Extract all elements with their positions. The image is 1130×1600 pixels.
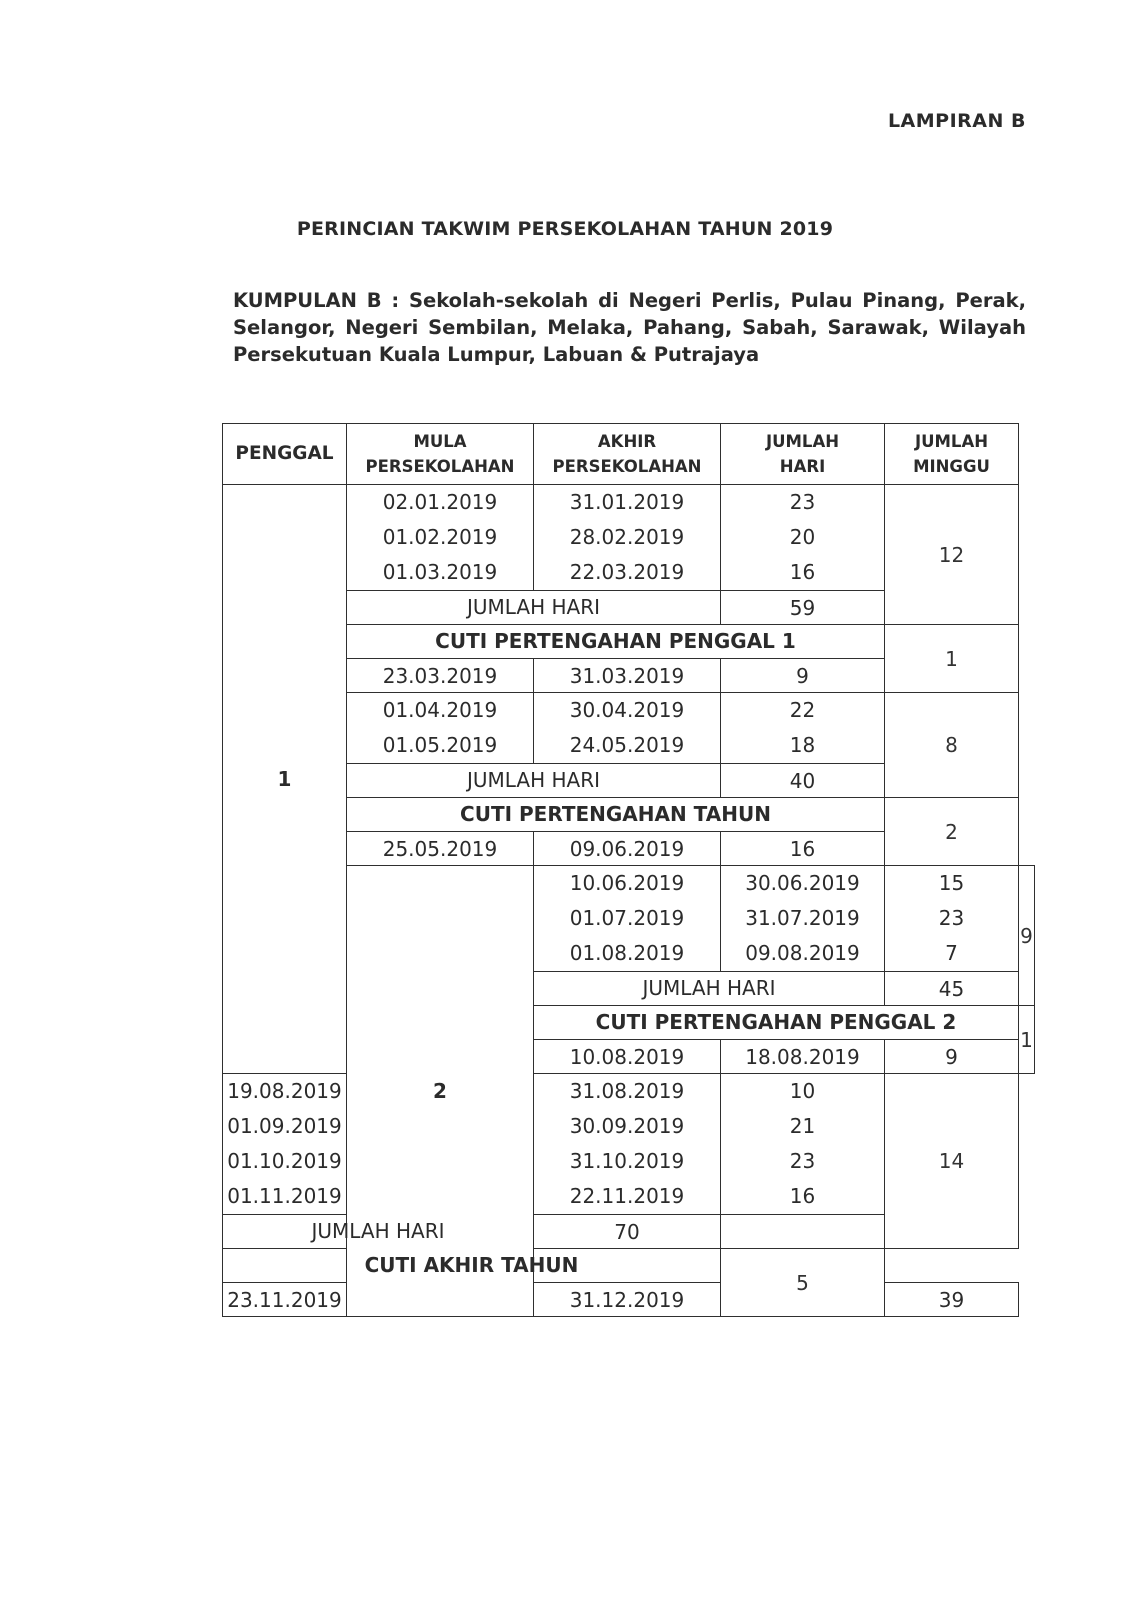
end-dates-cell: 30.04.2019 24.05.2019 [534, 693, 721, 764]
table-row [223, 1074, 1035, 1215]
total-label-cell: JUMLAH HARI [223, 1215, 534, 1249]
end-dates-cell: 31.08.2019 30.09.2019 31.10.2019 22.11.2019 [534, 1074, 721, 1215]
start-date-cell: 23.03.2019 [347, 659, 534, 693]
penggal-cell: 1 [223, 485, 347, 1074]
end-dates-cell: 30.06.2019 31.07.2019 09.08.2019 [721, 866, 885, 972]
weeks-cell: 1 [1019, 1006, 1035, 1074]
days-cell: 10 21 23 16 [721, 1074, 885, 1215]
break-title-cell: CUTI AKHIR TAHUN [223, 1249, 721, 1283]
weeks-cell: 14 [885, 1074, 1019, 1249]
days-cell: 23 20 16 [721, 485, 885, 591]
days-cell: 22 18 [721, 693, 885, 764]
start-dates-cell: 02.01.2019 01.02.2019 01.03.2019 [347, 485, 534, 591]
header-akhir: AKHIR PERSEKOLAHAN [534, 424, 721, 485]
group-description: KUMPULAN B : Sekolah-sekolah di Negeri Perlis, Pulau Pinang, Perak, Selangor, Negeri Sembilan, Melaka, Pahang, Sabah, Sarawak, Wilayah Persekutuan Kuala Lumpur, Labuan & Putrajaya [233, 289, 1026, 366]
total-label-cell: JUMLAH HARI [534, 972, 885, 1006]
calendar-table [222, 423, 1035, 1317]
total-days-cell: 59 [721, 591, 885, 625]
header-jumlah-hari: JUMLAH HARI [721, 424, 885, 485]
weeks-cell: 2 [885, 798, 1019, 866]
days-cell: 9 [721, 659, 885, 693]
header-jumlah-minggu: JUMLAH MINGGU [885, 424, 1019, 485]
days-cell: 39 [885, 1283, 1019, 1317]
break-title-cell: CUTI PERTENGAHAN TAHUN [347, 798, 885, 832]
annex-label: LAMPIRAN B [887, 110, 1026, 132]
weeks-cell: 9 [1019, 866, 1035, 1006]
end-dates-cell: 31.01.2019 28.02.2019 22.03.2019 [534, 485, 721, 591]
start-dates-cell: 10.06.2019 01.07.2019 01.08.2019 [534, 866, 721, 972]
document-title: PERINCIAN TAKWIM PERSEKOLAHAN TAHUN 2019 [296, 218, 834, 240]
weeks-cell: 12 [885, 485, 1019, 625]
weeks-cell: 8 [885, 693, 1019, 798]
end-date-cell: 31.03.2019 [534, 659, 721, 693]
start-dates-cell: 19.08.2019 01.09.2019 01.10.2019 01.11.2019 [223, 1074, 347, 1215]
header-mula: MULA PERSEKOLAHAN [347, 424, 534, 485]
start-date-cell: 23.11.2019 [223, 1283, 347, 1317]
days-cell: 16 [721, 832, 885, 866]
table-row [223, 485, 1035, 591]
end-date-cell: 18.08.2019 [721, 1040, 885, 1074]
header-row [223, 424, 1035, 485]
break-title-cell: CUTI PERTENGAHAN PENGGAL 2 [534, 1006, 1019, 1040]
end-date-cell: 31.12.2019 [534, 1283, 721, 1317]
start-date-cell: 25.05.2019 [347, 832, 534, 866]
penggal-cell: 2 [347, 866, 534, 1317]
total-label-cell: JUMLAH HARI [347, 764, 721, 798]
total-label-cell: JUMLAH HARI [347, 591, 721, 625]
total-days-cell: 40 [721, 764, 885, 798]
total-days-cell: 70 [534, 1215, 721, 1249]
end-date-cell: 09.06.2019 [534, 832, 721, 866]
total-days-cell: 45 [885, 972, 1019, 1006]
days-cell: 15 23 7 [885, 866, 1019, 972]
table-row [223, 1283, 1035, 1317]
table-row [223, 1249, 1035, 1283]
start-date-cell: 10.08.2019 [534, 1040, 721, 1074]
start-dates-cell: 01.04.2019 01.05.2019 [347, 693, 534, 764]
weeks-cell: 5 [721, 1249, 885, 1317]
break-title-cell: CUTI PERTENGAHAN PENGGAL 1 [347, 625, 885, 659]
days-cell: 9 [885, 1040, 1019, 1074]
header-penggal: PENGGAL [223, 424, 347, 485]
weeks-cell: 1 [885, 625, 1019, 693]
